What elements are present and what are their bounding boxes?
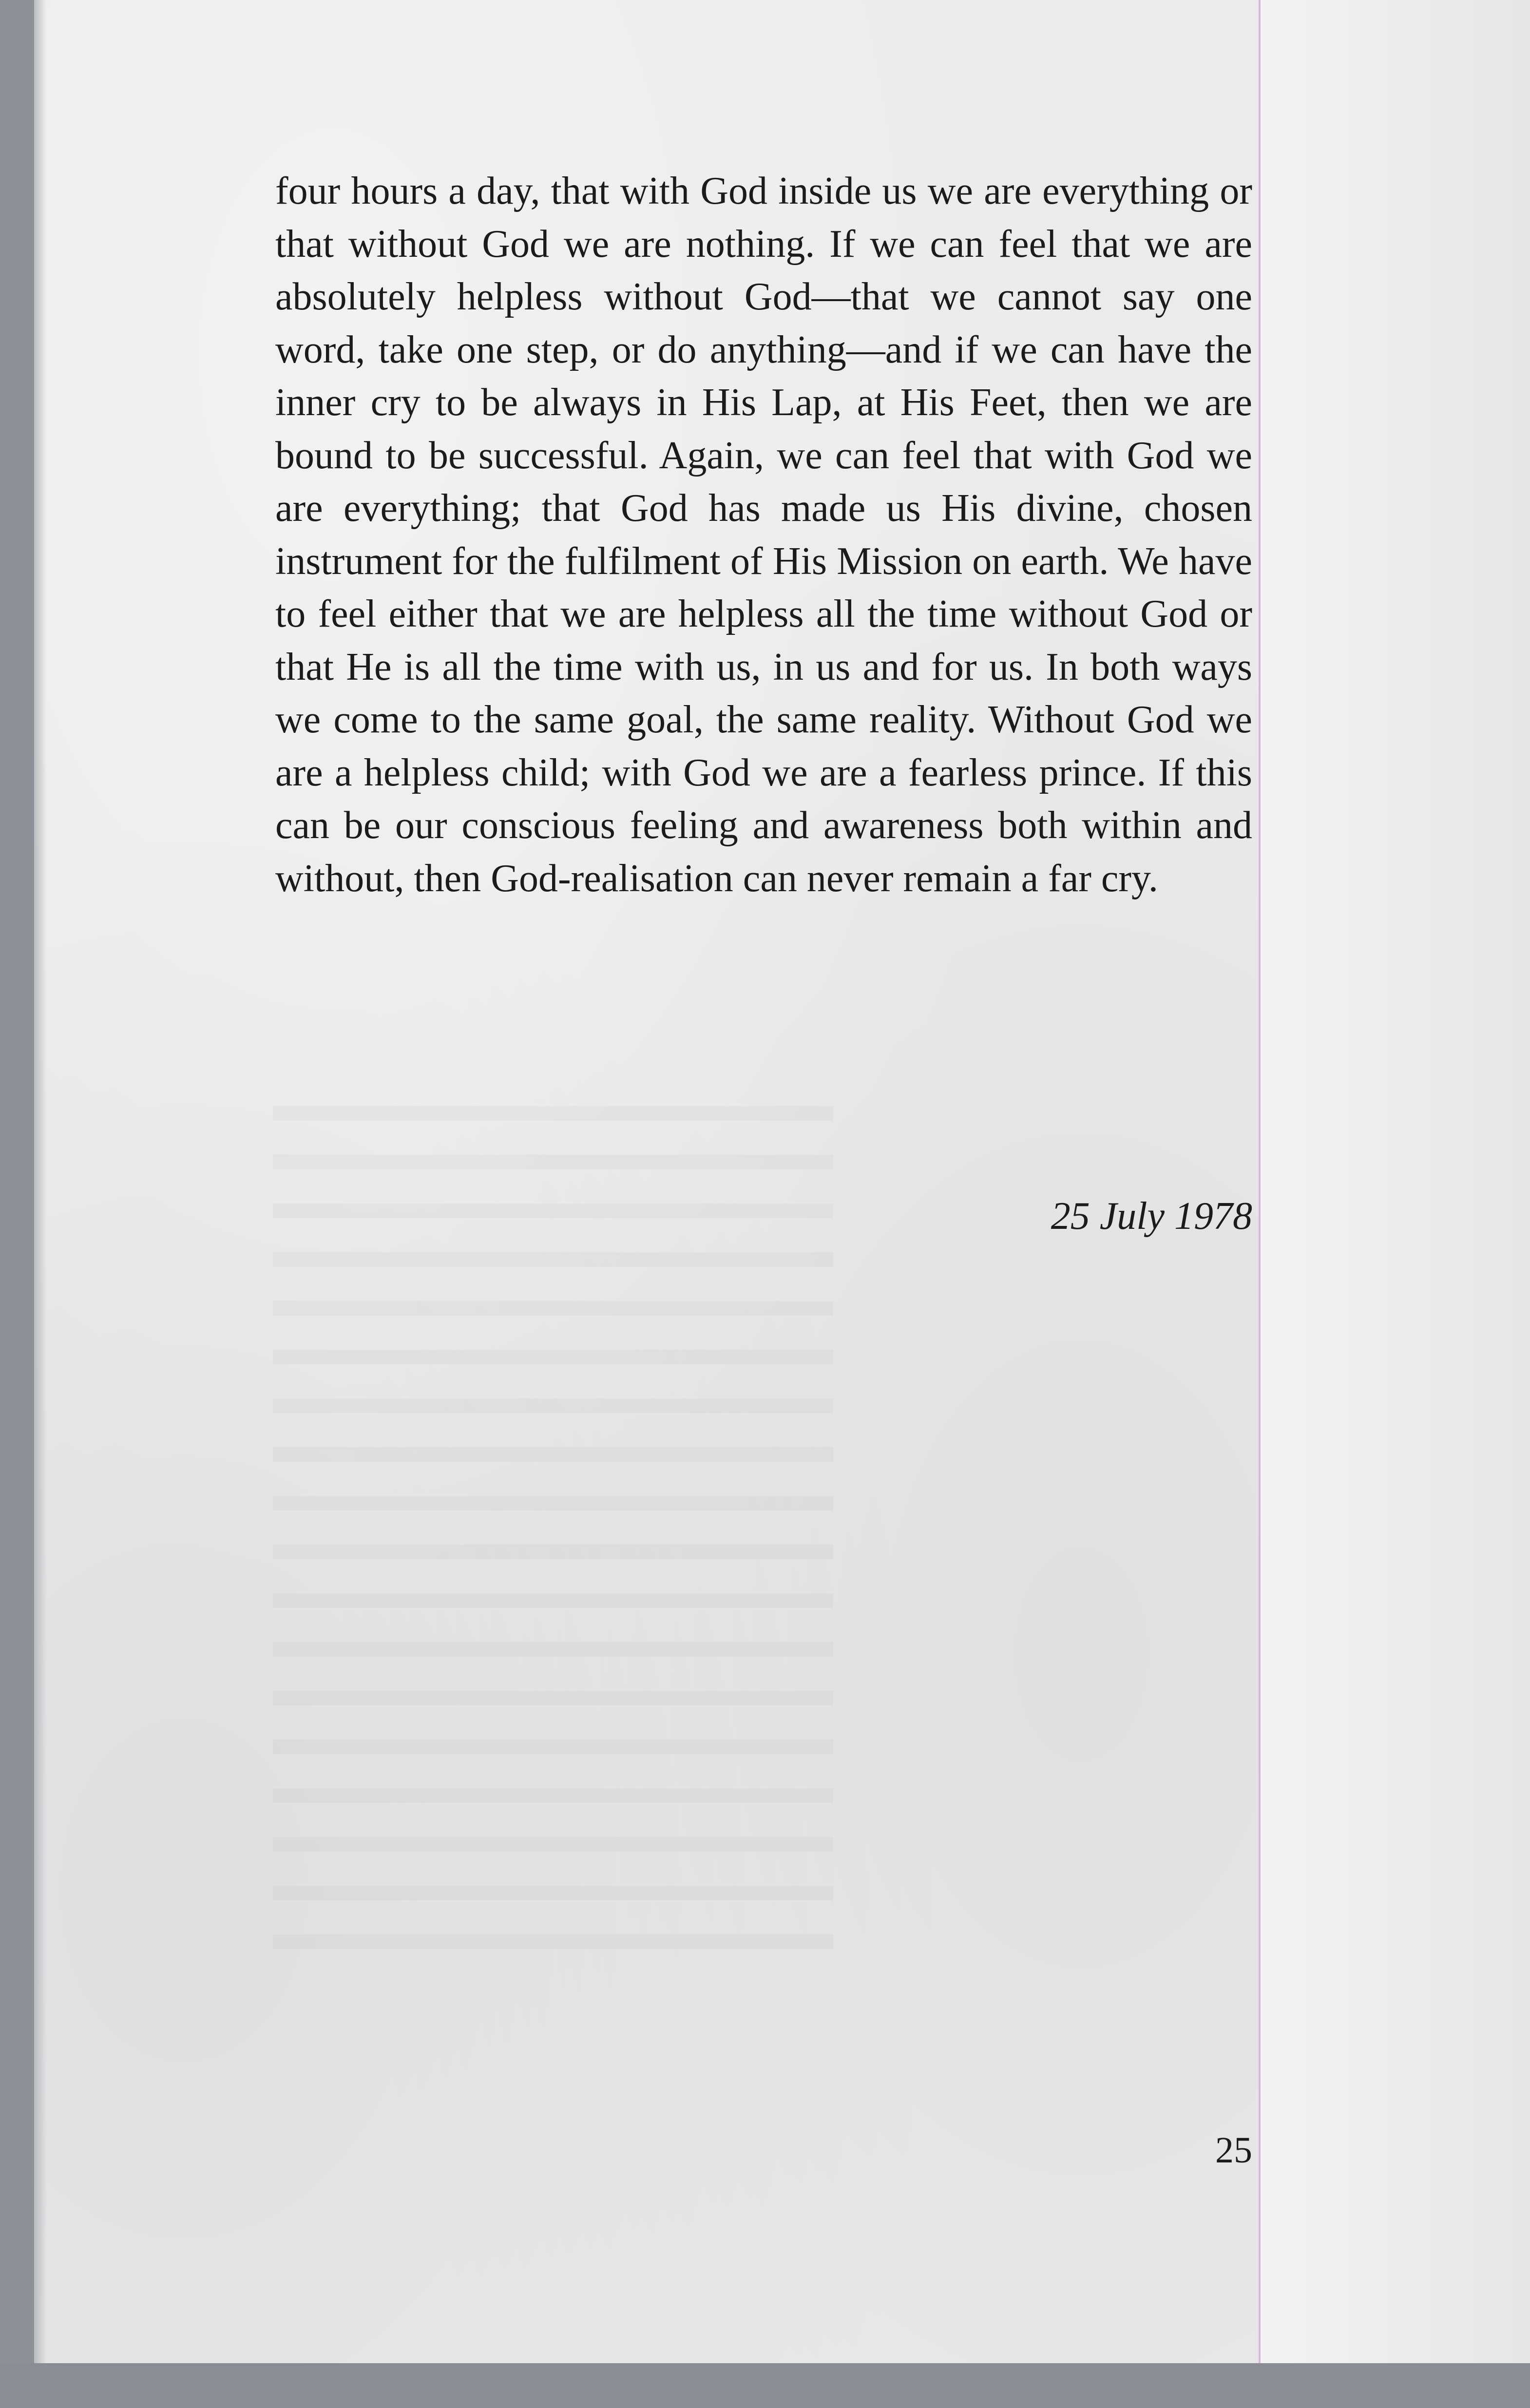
- page-number: 25: [1215, 2130, 1252, 2171]
- page-edge-shadow: [34, 0, 47, 2363]
- body-paragraph: four hours a day, that with God inside us we are everything or that without God we are nothing. If we can feel that we are absolutely helpless without God—that we cannot say one word, take one step, or do anything—and if we can have the inner cry to be always in His Lap, at His Feet, then we are bound to be successful. Again, we can feel that with God we are everything; that God has made us His divine, chosen instrument for the fulfilment of His Mission on earth. We have to feel either that we are helpless all the time without God or that He is all the time with us, in us and for us. In both ways we come to the same goal, the same reality. Without God we are a helpless child; with God we are a fearless prince. If this can be our conscious feeling and awareness both within and without, then God-realisation can never remain a far cry.: [275, 170, 1252, 900]
- date-line: 25 July 1978: [1051, 1195, 1252, 1238]
- margin-line: [1259, 0, 1261, 2363]
- scanner-bed-strip: [0, 2363, 1530, 2408]
- show-through-bleed: [273, 1072, 833, 1949]
- right-margin-area: [1261, 0, 1530, 2363]
